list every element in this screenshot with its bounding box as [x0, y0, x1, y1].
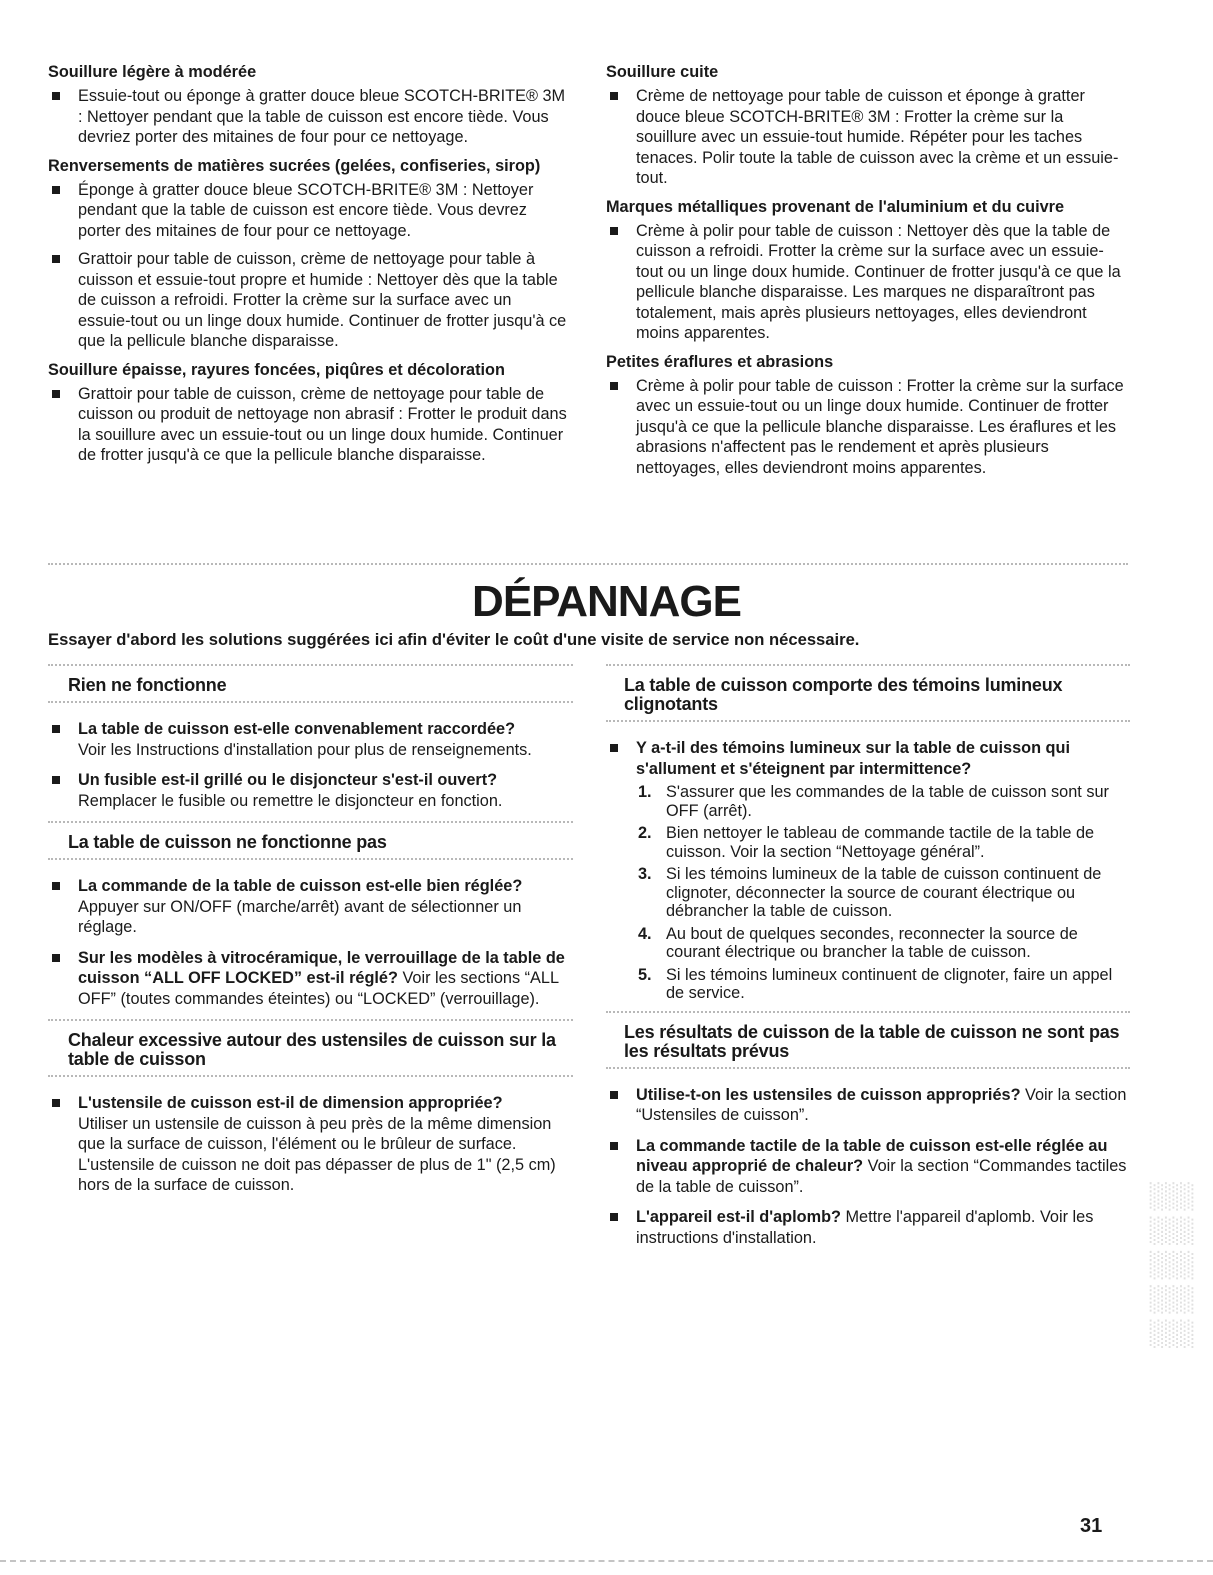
heading-sugary-spills: Renversements de matières sucrées (gelées, confiseries, sirop): [48, 156, 541, 175]
scratches-list: [606, 376, 1126, 479]
step-item: [606, 925, 1130, 962]
intro-text: Essayer d'abord les solutions suggérées ici afin d'éviter le coût d'une visite de service non nécessaire.: [48, 630, 860, 649]
question: Utilise-t-on les ustensiles de cuisson appropriés?: [636, 1085, 1021, 1104]
step-text: Au bout de quelques secondes, reconnecter la source de courant électrique ou brancher la table de cuisson.: [666, 924, 1078, 961]
list-item: Crème à polir pour table de cuisson : Frotter la crème sur la surface avec un essuie-tout ou un linge doux humide. Continuer de frotter jusqu'à ce que la pellicule blanche disparaisse. Les éraflures et les abrasions n'affectent pas le rendement et après plusieurs nettoyages, elles deviendront moins apparentes.: [606, 376, 1126, 479]
troubleshooting-left-column: [48, 664, 573, 1206]
heavy-soil-list: [48, 384, 568, 466]
divider: [606, 1067, 1130, 1073]
answer: Utiliser un ustensile de cuisson à peu près de la même dimension que la surface de cuisson, l'élément ou le brûleur de surface. L'ustensile de cuisson ne doit pas dépasser de plus de 1" (2,5 cm) hors de la surface de cuisson.: [78, 1114, 556, 1194]
metal-marks-list: [606, 221, 1126, 344]
step-text: Si les témoins lumineux continuent de clignoter, faire un appel de service.: [666, 965, 1113, 1002]
question: Un fusible est-il grillé ou le disjoncteur s'est-il ouvert?: [78, 771, 498, 789]
steps-list: [606, 783, 1130, 1003]
list-item: [606, 1085, 1130, 1126]
step-text: Si les témoins lumineux de la table de cuisson continuent de clignoter, déconnecter la source de courant électrique ou débrancher la table de cuisson.: [666, 865, 1102, 920]
divider: [48, 1019, 573, 1025]
step-number: 1.: [638, 783, 652, 801]
list-item: Crème de nettoyage pour table de cuisson et éponge à gratter douce bleue SCOTCH-BRITE® 3M : Frotter la crème sur la souillure avec un essuie-tout humide. Répéter pour les taches tenaces. Polir toute la table de cuisson avec la crème et un essuie-tout.: [606, 86, 1126, 189]
check-list: [606, 1085, 1130, 1249]
check-list: [48, 719, 573, 811]
cleaning-left-column: [48, 62, 568, 474]
side-watermark: ▒▒▒▒▒: [1148, 1176, 1192, 1348]
list-item: [606, 1207, 1130, 1248]
divider: [48, 1075, 573, 1081]
section-title: Les résultats de cuisson de la table de cuisson ne sont pas les résultats prévus: [624, 1021, 1120, 1061]
heading-light-soil: Souillure légère à modérée: [48, 63, 257, 81]
list-item: Crème à polir pour table de cuisson : Nettoyer dès que la table de cuisson a refroidi. Frotter la crème sur la surface avec un essuie-tout ou un linge doux humide. Continuer de frotter jusqu'à ce que la pellicule blanche disparaisse. Les marques ne disparaîtront pas totalement, mais après plusieurs nettoyages, elles deviendront moins apparentes.: [606, 221, 1126, 344]
question: Sur les modèles à vitrocéramique, le verrouillage de la table de cuisson “ALL OFF LOCKED” est-il réglé?: [78, 948, 565, 987]
check-list: [48, 1093, 573, 1196]
section-title: Rien ne fonctionne: [68, 675, 227, 695]
divider: [606, 1011, 1130, 1017]
step-number: 3.: [638, 865, 652, 883]
answer: Appuyer sur ON/OFF (marche/arrêt) avant de sélectionner un réglage.: [78, 897, 522, 936]
check-list: [48, 876, 573, 1009]
divider: [606, 720, 1130, 726]
divider: [48, 701, 573, 707]
step-item: [606, 966, 1130, 1003]
divider: [48, 664, 573, 670]
list-item: [48, 770, 573, 811]
question: La table de cuisson est-elle convenablement raccordée?: [78, 720, 516, 738]
heading-scratches: Petites éraflures et abrasions: [606, 352, 834, 371]
question: L'ustensile de cuisson est-il de dimension appropriée?: [78, 1094, 503, 1112]
list-item: Grattoir pour table de cuisson, crème de nettoyage pour table de cuisson ou produit de nettoyage non abrasif : Frotter le produit dans la souillure avec un essuie-tout ou un linge doux humide. Continuer de frotter jusqu'à ce que la pellicule blanche disparaisse.: [48, 384, 568, 466]
step-text: Bien nettoyer le tableau de commande tactile de la table de cuisson. Voir la section “Nettoyage général”.: [666, 824, 1095, 861]
section-excessive-heat: [48, 1019, 573, 1196]
step-item: [606, 783, 1130, 820]
list-item: Essuie-tout ou éponge à gratter douce bleue SCOTCH-BRITE® 3M : Nettoyer pendant que la table de cuisson est encore tiède. Vous devriez porter des mitaines de four pour ce nettoyage.: [48, 86, 568, 148]
step-number: 5.: [638, 965, 652, 984]
section-cooktop-not-working: [48, 821, 573, 1009]
answer: Mettre l'appareil d'aplomb. Voir les instructions d'installation.: [636, 1208, 1094, 1247]
section-title: La table de cuisson ne fonctionne pas: [68, 832, 387, 852]
list-item: [48, 876, 573, 938]
step-item: [606, 824, 1130, 861]
troubleshooting-right-column: [606, 664, 1130, 1258]
heading-heavy-soil: Souillure épaisse, rayures foncées, piqûres et décoloration: [48, 360, 505, 379]
list-item: [48, 1093, 573, 1196]
cooked-on-soil-list: [606, 86, 1126, 189]
section-title: Chaleur excessive autour des ustensiles de cuisson sur la table de cuisson: [68, 1030, 556, 1069]
step-number: 2.: [638, 824, 652, 842]
answer: Voir les sections “ALL OFF” (toutes commandes éteintes) ou “LOCKED” (verrouillage).: [78, 969, 559, 1008]
divider: [48, 858, 573, 864]
answer: Voir la section “Ustensiles de cuisson”.: [636, 1085, 1127, 1124]
answer: Voir les Instructions d'installation pour plus de renseignements.: [78, 740, 532, 759]
question: La commande tactile de la table de cuisson est-elle réglée au niveau approprié de chaleur?: [636, 1136, 1108, 1175]
answer: Voir la section “Commandes tactiles de la table de cuisson”.: [636, 1157, 1127, 1196]
section-unexpected-results: [606, 1011, 1130, 1249]
list-item: Grattoir pour table de cuisson, crème de nettoyage pour table à cuisson et essuie-tout propre et humide : Nettoyer dès que la table de cuisson a refroidi. Frotter la crème sur la surface avec un essuie-tout ou un linge doux humide. Continuer de frotter jusqu'à ce que la pellicule blanche disparaisse.: [48, 249, 568, 352]
section-blinking-lights: [606, 664, 1130, 1003]
heading-metal-marks: Marques métalliques provenant de l'aluminium et du cuivre: [606, 197, 1065, 216]
step-number: 4.: [638, 924, 652, 943]
list-item: [48, 948, 573, 1010]
section-divider: [48, 563, 1128, 569]
divider: [606, 664, 1130, 670]
section-nothing-works: [48, 664, 573, 811]
light-soil-list: [48, 86, 568, 148]
list-item: [48, 719, 573, 760]
list-item: [606, 738, 1130, 779]
page-title: DÉPANNAGE: [472, 577, 741, 626]
heading-cooked-on-soil: Souillure cuite: [606, 63, 719, 81]
step-text: S'assurer que les commandes de la table de cuisson sont sur OFF (arrêt).: [666, 783, 1109, 820]
question: L'appareil est-il d'aplomb?: [636, 1208, 841, 1226]
cleaning-right-column: [606, 62, 1126, 486]
list-item: Éponge à gratter douce bleue SCOTCH-BRITE® 3M : Nettoyer pendant que la table de cuisson est encore tiède. Vous devrez porter des mitaines de four pour ce nettoyage.: [48, 180, 568, 242]
footer-divider: [0, 1560, 1213, 1562]
step-item: [606, 865, 1130, 921]
page-number: 31: [1080, 1515, 1103, 1537]
sugary-spills-list: [48, 180, 568, 352]
answer: Remplacer le fusible ou remettre le disjoncteur en fonction.: [78, 791, 503, 810]
check-list: [606, 738, 1130, 779]
list-item: [606, 1136, 1130, 1198]
section-title: La table de cuisson comporte des témoins lumineux clignotants: [624, 675, 1063, 714]
question: La commande de la table de cuisson est-elle bien réglée?: [78, 877, 523, 895]
divider: [48, 821, 573, 827]
question: Y a-t-il des témoins lumineux sur la table de cuisson qui s'allument et s'éteignent par intermittence?: [636, 739, 1070, 778]
